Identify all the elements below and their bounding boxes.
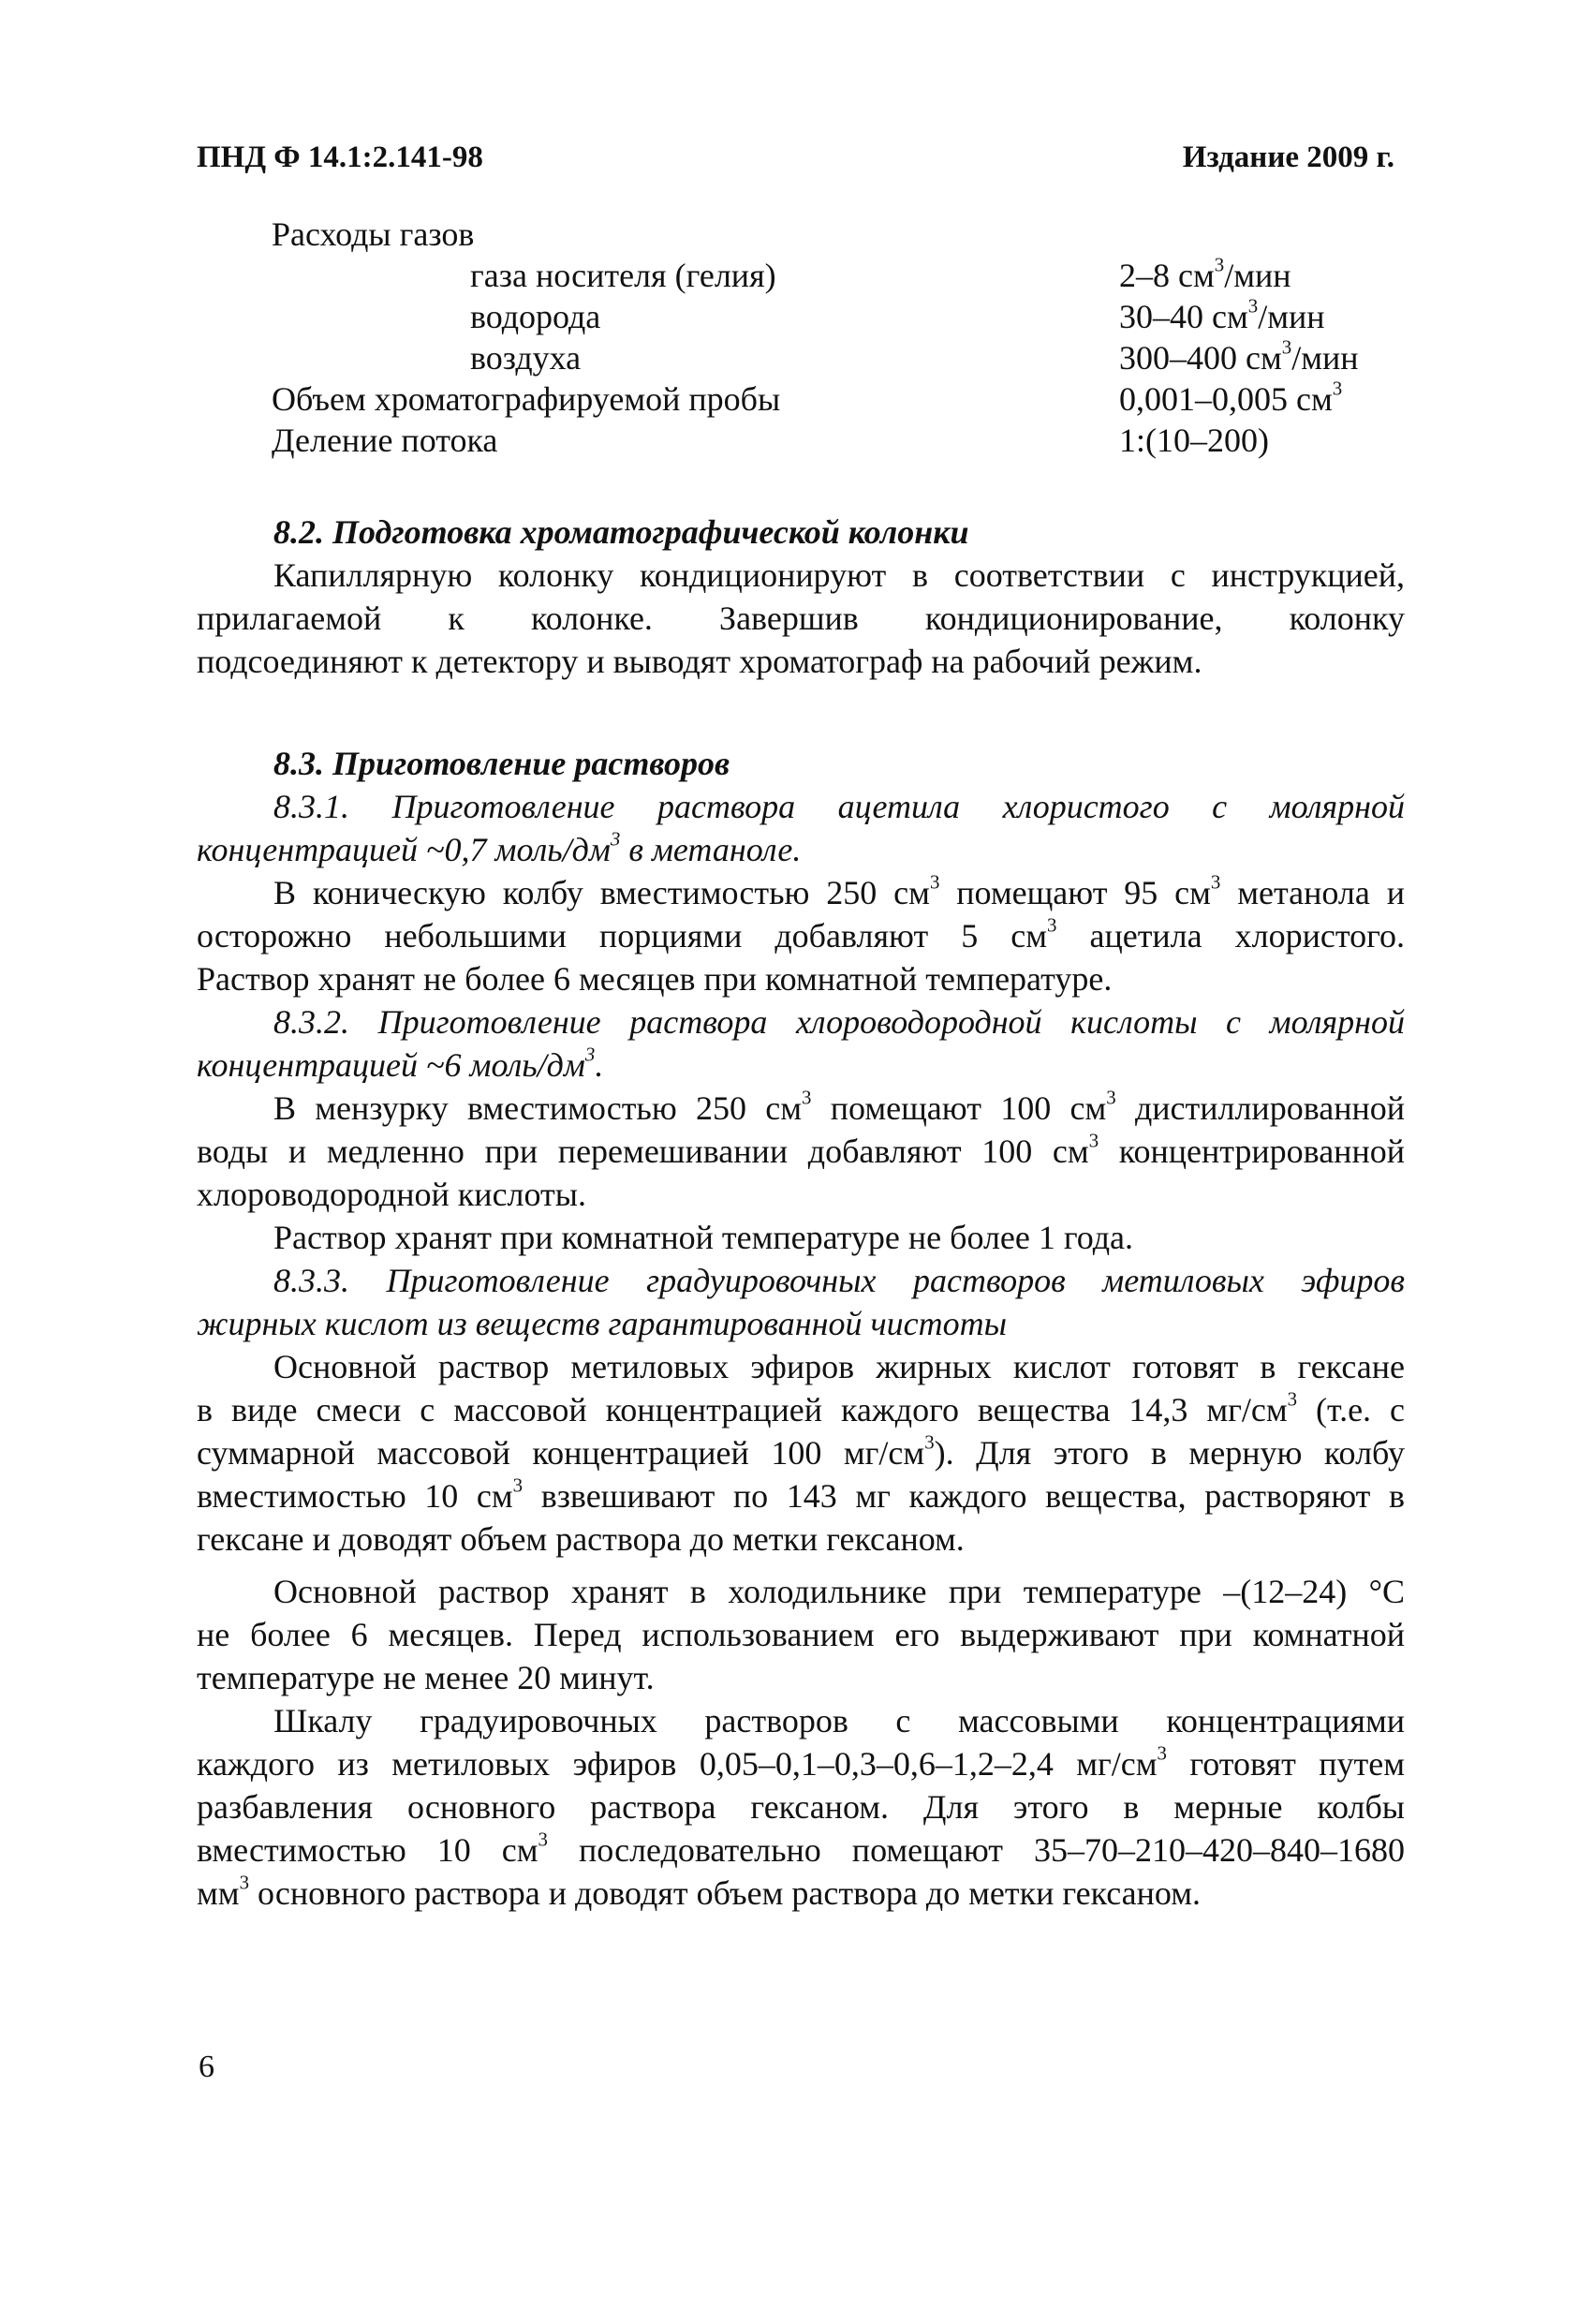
gas-label: воздуха — [470, 339, 582, 377]
section-8-3 — [197, 742, 1405, 1915]
text-line: в виде смеси с массовой концентрацией каждого вещества 14,3 $мг/см^3$ (т.е. с — [197, 1387, 1405, 1428]
subsection-title: 8.3.1. Приготовление раствора ацетила хлористого с молярной — [273, 788, 1405, 825]
section-heading: 8.3. Приготовление растворов — [273, 745, 730, 782]
subsection-title: жирных кислот из веществ гарантированной чистоты — [197, 1305, 1008, 1342]
text-line: В мензурку вместимостью 250 $см^3$ помещают 100 $см^3$ дистиллированной — [273, 1086, 1405, 1127]
text-line: Шкалу градуировочных растворов с массовыми концентрациями — [273, 1702, 1405, 1739]
gas-value: 30–40 $см^3$/мин — [1119, 294, 1325, 335]
text-line: хлороводородной кислоты. — [197, 1176, 586, 1213]
gas-flows-title: Расходы газов — [272, 215, 475, 253]
gas-row — [0, 378, 1593, 420]
section-heading: 8.2. Подготовка хроматографической колонки — [273, 513, 969, 551]
text-line: $мм^3$ основного раствора и доводят объем раствора до метки гексаном. — [197, 1871, 1201, 1912]
text-line: разбавления основного раствора гексаном. Для этого в мерные колбы — [197, 1788, 1405, 1826]
section-8-2 — [197, 511, 1405, 683]
gas-label: Деление потока — [272, 422, 498, 459]
gas-row — [0, 420, 1593, 461]
gas-row — [0, 255, 1593, 296]
text-line: Раствор хранят при комнатной температуре не более 1 года. — [273, 1219, 1134, 1256]
text-line: температуре не менее 20 минут. — [197, 1659, 655, 1696]
edition-label: Издание 2009 г. — [1182, 141, 1394, 174]
gas-row — [0, 337, 1593, 378]
page-number: 6 — [199, 2050, 214, 2084]
gas-value: 300–400 $см^3$/мин — [1119, 335, 1359, 377]
subsection-title: концентрацией ~6 моль/$дм^3$. — [197, 1043, 604, 1084]
text-line: Основной раствор хранят в холодильнике при температуре –(12–24) °С — [273, 1573, 1405, 1610]
gas-label: водорода — [470, 298, 601, 335]
subsection-title: 8.3.3. Приготовление градуировочных растворов метиловых эфиров — [273, 1262, 1405, 1299]
gas-value: 1:(10–200) — [1119, 422, 1269, 459]
text-line: каждого из метиловых эфиров 0,05–0,1–0,3–0,6–1,2–2,4 $мг/см^3$ готовят путем — [197, 1741, 1405, 1783]
gas-label: Объем хроматографируемой пробы — [272, 380, 781, 418]
text-line: Раствор хранят не более 6 месяцев при комнатной температуре. — [197, 960, 1113, 998]
text-line: суммарной массовой концентрацией 100 $мг/см^3$). Для этого в мерную колбу — [197, 1430, 1405, 1472]
gas-flows-title-row — [0, 214, 1593, 255]
text-line: Основной раствор метиловых эфиров жирных кислот готовят в гексане — [273, 1348, 1405, 1385]
text-line: Капиллярную колонку кондиционируют в соответствии с инструкцией, — [273, 556, 1405, 594]
subsection-title: концентрацией ~0,7 моль/$дм^3$ в метаноле. — [197, 827, 802, 868]
text-line: подсоединяют к детектору и выводят хроматограф на рабочий режим. — [197, 643, 1202, 680]
gas-value: 0,001–0,005 $см^3$ — [1119, 377, 1343, 418]
text-line: осторожно небольшими порциями добавляют 5 $см^3$ ацетила хлористого. — [197, 913, 1405, 955]
gas-row — [0, 296, 1593, 337]
text-line: не более 6 месяцев. Перед использованием его выдерживают при комнатной — [197, 1616, 1405, 1653]
text-line: вместимостью 10 $см^3$ последовательно помещают 35–70–210–420–840–1680 — [197, 1828, 1406, 1869]
text-line: воды и медленно при перемешивании добавляют 100 $см^3$ концентрированной — [197, 1129, 1405, 1170]
document-code: ПНД Ф 14.1:2.141-98 — [197, 141, 483, 174]
text-line: вместимостью 10 $см^3$ взвешивают по 143 мг каждого вещества, растворяют в — [197, 1473, 1405, 1515]
gas-value: 2–8 $см^3$/мин — [1119, 253, 1291, 294]
text-line: гексане и доводят объем раствора до метки гексаном. — [197, 1520, 965, 1558]
text-line: прилагаемой к колонке. Завершив кондиционирование, колонку — [197, 600, 1405, 637]
text-line: В коническую колбу вместимостью 250 $см^3$ помещают 95 $см^3$ метанола и — [273, 870, 1405, 911]
subsection-title: 8.3.2. Приготовление раствора хлороводородной кислоты с молярной — [273, 1003, 1405, 1041]
gas-label: газа носителя (гелия) — [470, 257, 776, 294]
